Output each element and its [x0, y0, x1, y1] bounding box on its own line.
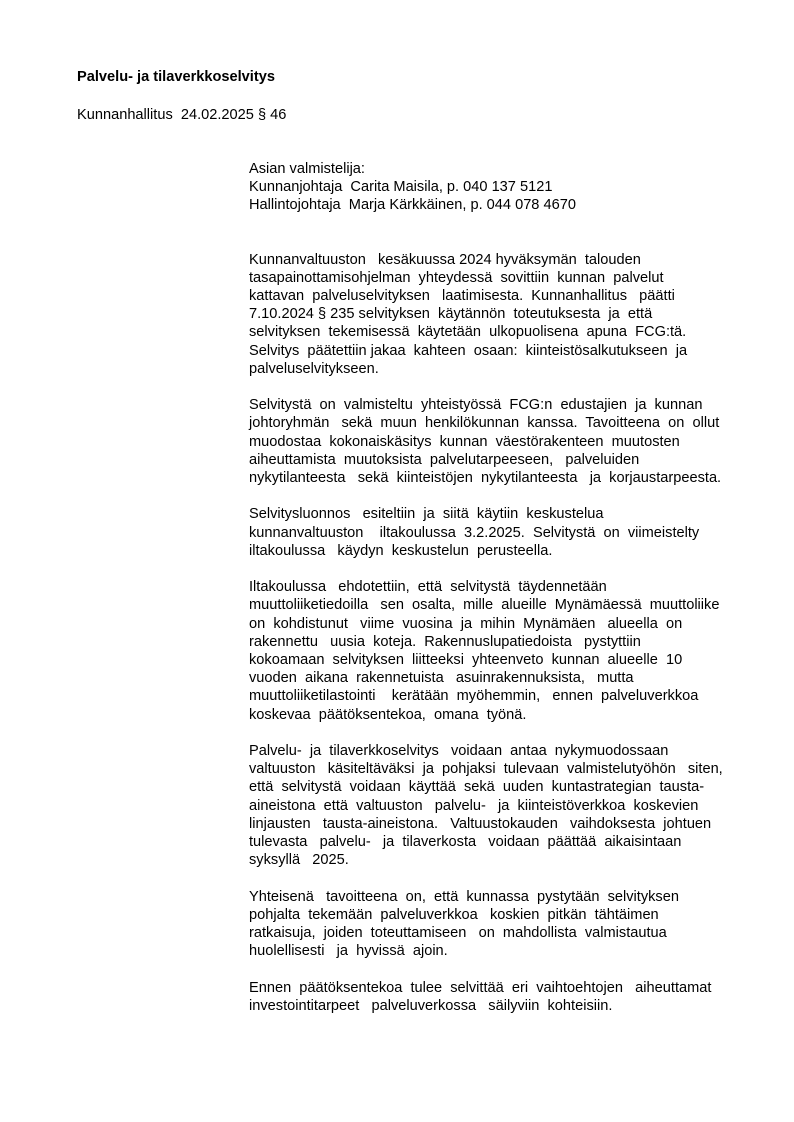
paragraph-line: on kohdistunut viime vuosina ja mihin Mynämäen alueella on [249, 615, 683, 632]
paragraph-line: koskevaa päätöksentekoa, omana työnä. [249, 706, 527, 723]
paragraph-line: Ennen päätöksentekoa tulee selvittää eri vaihtoehtojen aiheuttamat [249, 979, 712, 996]
paragraph-line: muuttoliiketiedoilla sen osalta, mille alueille Mynämäessä muuttoliike [249, 597, 720, 614]
paragraph-background [249, 251, 749, 378]
paragraph-line: nykytilanteesta sekä kiinteistöjen nykytilanteesta ja korjaustarpeesta. [249, 470, 722, 487]
paragraph-line: Palvelu- ja tilaverkkoselvitys voidaan antaa nykymuodossaan [249, 743, 669, 760]
paragraph-line: syksyllä 2025. [249, 852, 349, 869]
document-body [249, 160, 749, 1033]
paragraph-line: rakennettu uusia koteja. Rakennuslupatiedoista pystyttiin [249, 633, 641, 650]
paragraph-line: muodostaa kokonaiskäsitys kunnan väestörakenteen muutosten [249, 433, 680, 450]
paragraph-council-handling [249, 742, 749, 869]
paragraph-line: investointitarpeet palveluverkossa säilyviin kohteisiin. [249, 997, 613, 1014]
paragraph-line: valtuuston käsiteltäväksi ja pohjaksi tulevaan valmistelutyöhön siten, [249, 761, 723, 778]
preparer-block [249, 160, 749, 215]
paragraph-line: johtoryhmän sekä muun henkilökunnan kanssa. Tavoitteena on ollut [249, 415, 720, 432]
paragraph-goal [249, 888, 749, 961]
paragraph-line: että selvitystä voidaan käyttää sekä uuden kuntastrategian tausta- [249, 779, 705, 796]
paragraph-line: selvityksen tekemisessä käytetään ulkopuolisena apuna FCG:tä. [249, 324, 687, 341]
paragraph-line: Kunnanvaltuuston kesäkuussa 2024 hyväksymän talouden [249, 251, 641, 268]
paragraph-line: huolellisesti ja hyvissä ajoin. [249, 943, 448, 960]
paragraph-line: palveluselvitykseen. [249, 360, 379, 377]
paragraph-line: Iltakoulussa ehdotettiin, että selvitystä täydennetään [249, 579, 607, 596]
preparer-administrative-director: Hallintojohtaja Marja Kärkkäinen, p. 044 078 4670 [249, 197, 576, 214]
document-title: Palvelu- ja tilaverkkoselvitys [77, 69, 275, 85]
paragraph-draft [249, 505, 749, 560]
paragraph-line: Yhteisenä tavoitteena on, että kunnassa pystytään selvityksen [249, 888, 679, 905]
paragraph-line: aineistona että valtuuston palvelu- ja kiinteistöverkkoa koskevien [249, 797, 699, 814]
paragraph-line: kokoamaan selvityksen liitteeksi yhteenveto kunnan alueelle 10 [249, 652, 683, 669]
paragraph-line: Selvitysluonnos esiteltiin ja siitä käytiin keskustelua [249, 506, 604, 523]
paragraph-line: vuoden aikana rakennetuista asuinrakennuksista, mutta [249, 670, 634, 687]
preparer-municipal-manager: Kunnanjohtaja Carita Maisila, p. 040 137 5121 [249, 179, 553, 196]
meeting-reference: Kunnanhallitus 24.02.2025 § 46 [77, 107, 287, 123]
paragraph-line: 7.10.2024 § 235 selvityksen käytännön toteutuksesta ja että [249, 306, 653, 323]
paragraph-line: Selvitys päätettiin jakaa kahteen osaan: kiinteistösalkutukseen ja [249, 342, 688, 359]
paragraph-line: ratkaisuja, joiden toteuttamiseen on mahdollista valmistautua [249, 925, 667, 942]
paragraph-line: pohjalta tekemään palveluverkkoa koskien pitkän tähtäimen [249, 906, 659, 923]
paragraph-line: Selvitystä on valmisteltu yhteistyössä FCG:n edustajien ja kunnan [249, 397, 703, 414]
paragraph-line: tulevasta palvelu- ja tilaverkosta voidaan päättää aikaisintaan [249, 834, 682, 851]
paragraph-evening-session [249, 578, 749, 724]
paragraph-line: aiheuttamista muutoksista palvelutarpeeseen, palveluiden [249, 451, 640, 468]
paragraph-line: tasapainottamisohjelman yhteydessä sovittiin kunnan palvelut [249, 269, 664, 286]
paragraph-line: kattavan palveluselvityksen laatimisesta. Kunnanhallitus päätti [249, 288, 675, 305]
paragraph-preparation [249, 396, 749, 487]
paragraph-line: iltakoulussa käydyn keskustelun perusteella. [249, 542, 553, 559]
paragraph-line: linjausten tausta-aineistona. Valtuustokauden vaihdoksesta johtuen [249, 815, 712, 832]
paragraph-line: muuttoliiketilastointi kerätään myöhemmin, ennen palveluverkkoa [249, 688, 699, 705]
preparer-heading: Asian valmistelija: [249, 161, 365, 177]
paragraph-investments [249, 979, 749, 1015]
paragraph-line: kunnanvaltuuston iltakoulussa 3.2.2025. Selvitystä on viimeistelty [249, 524, 700, 541]
